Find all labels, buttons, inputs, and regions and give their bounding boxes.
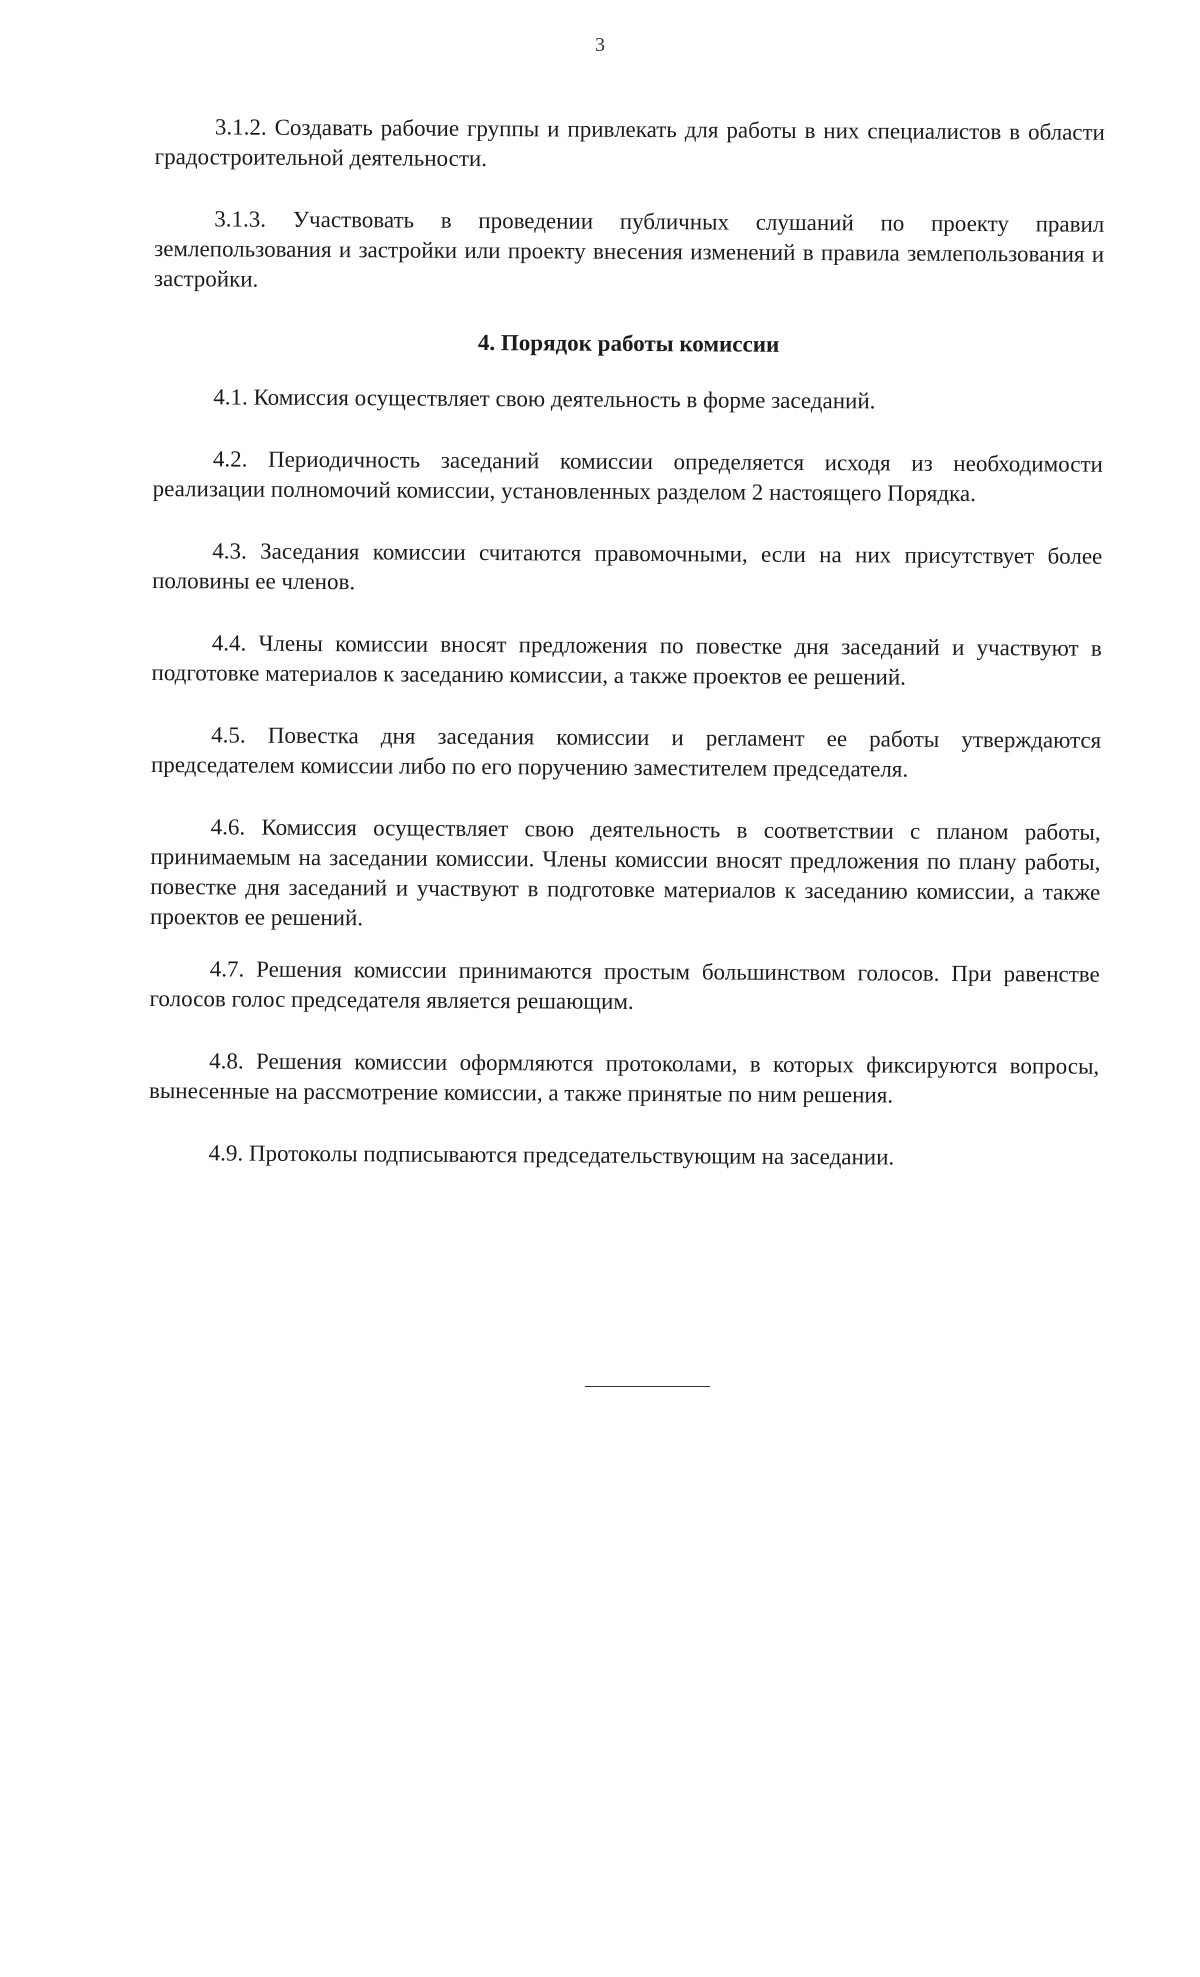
paragraph-4-7: 4.7. Решения комиссии принимаются простым большинством голосов. При равенстве голосов голос председателя является решающим. [149,956,1100,1014]
paragraph-4-8: 4.8. Решения комиссии оформляются протоколами, в которых фиксируются вопросы, вынесенные на рассмотрение комиссии, а также принятые по ним решения. [148,1048,1100,1108]
page-number: 3 [595,34,605,56]
paragraph-4-3: 4.3. Заседания комиссии считаются правомочными, если на них присутствует более половины ее членов. [152,538,1103,595]
paragraph-3-1-3: 3.1.3. Участвовать в проведении публичных слушаний по проекту правил землепользования и застройки или проекту внесения изменений в правила землепользования и застройки. [153,206,1105,292]
paragraph-4-1: 4.1. Комиссия осуществляет свою деятельность в форме заседаний. [213,384,876,414]
paragraph-3-1-2: 3.1.2. Создавать рабочие группы и привлекать для работы в них специалистов в области градостроительной деятельности. [154,114,1105,172]
paragraph-4-6: 4.6. Комиссия осуществляет свою деятельность в соответствии с планом работы, принимаемым на заседании комиссии. Члены комиссии вносят предложения по плану работы, повестке дня заседаний и участвуют в подготовке материалов к заседанию комиссии, а также проектов ее решений. [150,814,1101,931]
document-body [148,112,1105,1206]
paragraph-4-2: 4.2. Периодичность заседаний комиссии определяется исходя из необходимости реализации полномочий комиссии, установленных разделом 2 настоящего Порядка. [152,446,1103,507]
closing-divider [585,1386,710,1387]
paragraph-4-4: 4.4. Члены комиссии вносят предложения по повестке дня заседаний и участвуют в подготовке материалов к заседанию комиссии, а также проектов ее решений. [151,630,1102,690]
paragraph-4-9: 4.9. Протоколы подписываются председательствующим на заседании. [208,1140,895,1170]
paragraph-4-5: 4.5. Повестка дня заседания комиссии и регламент ее работы утверждаются председателем комиссии либо по его поручению заместителем председателя. [150,722,1102,782]
section-4-heading: 4. Порядок работы комиссии [477,329,780,357]
